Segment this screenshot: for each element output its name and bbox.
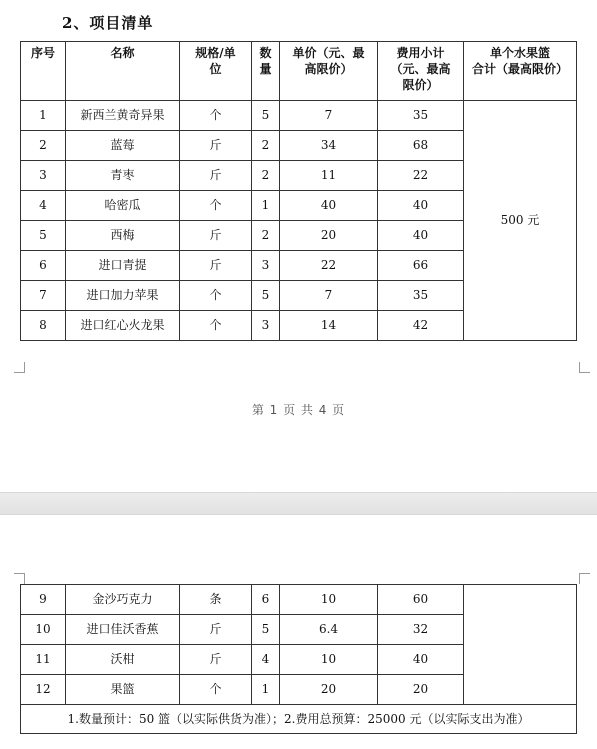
- note-row: [21, 705, 577, 734]
- cell-unit: 斤: [180, 161, 252, 191]
- cell-unit: 个: [180, 675, 252, 705]
- page-footer: 第 1 页 共 4 页: [251, 403, 346, 417]
- cell-qty: 1: [252, 675, 280, 705]
- cell-price: 20: [280, 221, 378, 251]
- cell-price: 34: [280, 131, 378, 161]
- margin-corner-mark: [14, 362, 25, 373]
- cell-name: 青枣: [66, 161, 180, 191]
- cell-no: 11: [21, 645, 66, 675]
- cell-no: 5: [21, 221, 66, 251]
- table-row: [21, 101, 577, 131]
- cell-qty: 1: [252, 191, 280, 221]
- cell-unit: 个: [180, 191, 252, 221]
- cell-name: 进口佳沃香蕉: [66, 615, 180, 645]
- cell-name: 西梅: [66, 221, 180, 251]
- cell-unit: 斤: [180, 645, 252, 675]
- page-separator: [0, 492, 597, 515]
- cell-qty: 5: [252, 615, 280, 645]
- cell-no: 7: [21, 281, 66, 311]
- cell-subtotal: 32: [378, 615, 464, 645]
- cell-qty: 2: [252, 131, 280, 161]
- cell-subtotal: 66: [378, 251, 464, 281]
- cell-subtotal: 40: [378, 221, 464, 251]
- cell-qty: 5: [252, 281, 280, 311]
- cell-no: 8: [21, 311, 66, 341]
- cell-qty: 5: [252, 101, 280, 131]
- cell-price: 6.4: [280, 615, 378, 645]
- project-list-table-continued: [20, 584, 577, 734]
- margin-corner-mark: [579, 573, 590, 584]
- cell-no: 12: [21, 675, 66, 705]
- header-name: 名称: [66, 42, 180, 101]
- cell-subtotal: 40: [378, 645, 464, 675]
- cell-unit: 斤: [180, 615, 252, 645]
- cell-qty: 2: [252, 161, 280, 191]
- header-qty: 数 量: [252, 42, 280, 101]
- header-basket-total: 单个水果篮 合计（最高限价）: [464, 42, 577, 101]
- cell-price: 10: [280, 585, 378, 615]
- cell-unit: 个: [180, 101, 252, 131]
- cell-subtotal: 42: [378, 311, 464, 341]
- cell-price: 14: [280, 311, 378, 341]
- cell-subtotal: 35: [378, 281, 464, 311]
- cell-name: 哈密瓜: [66, 191, 180, 221]
- cell-price: 7: [280, 101, 378, 131]
- cell-price: 22: [280, 251, 378, 281]
- cell-unit: 斤: [180, 131, 252, 161]
- cell-unit: 斤: [180, 221, 252, 251]
- cell-price: 40: [280, 191, 378, 221]
- cell-subtotal: 40: [378, 191, 464, 221]
- cell-subtotal: 22: [378, 161, 464, 191]
- header-subtotal: 费用小计 （元、最高 限价）: [378, 42, 464, 101]
- cell-subtotal: 35: [378, 101, 464, 131]
- header-no: 序号: [21, 42, 66, 101]
- cell-qty: 6: [252, 585, 280, 615]
- table-row: [21, 585, 577, 615]
- cell-qty: 3: [252, 251, 280, 281]
- cell-unit: 个: [180, 281, 252, 311]
- margin-corner-mark: [579, 362, 590, 373]
- section-heading: 2、项目清单: [62, 14, 154, 32]
- cell-name: 沃柑: [66, 645, 180, 675]
- cell-no: 1: [21, 101, 66, 131]
- cell-qty: 2: [252, 221, 280, 251]
- project-list-table: [20, 41, 577, 341]
- header-unit: 规格/单 位: [180, 42, 252, 101]
- cell-name: 金沙巧克力: [66, 585, 180, 615]
- cell-no: 9: [21, 585, 66, 615]
- header-price: 单价（元、最 高限价）: [280, 42, 378, 101]
- cell-price: 20: [280, 675, 378, 705]
- cell-qty: 4: [252, 645, 280, 675]
- cell-no: 6: [21, 251, 66, 281]
- margin-corner-mark: [14, 573, 25, 584]
- cell-name: 蓝莓: [66, 131, 180, 161]
- cell-subtotal: 60: [378, 585, 464, 615]
- cell-unit: 斤: [180, 251, 252, 281]
- cell-name: 进口加力苹果: [66, 281, 180, 311]
- cell-no: 10: [21, 615, 66, 645]
- cell-name: 果篮: [66, 675, 180, 705]
- cell-no: 4: [21, 191, 66, 221]
- cell-price: 7: [280, 281, 378, 311]
- cell-subtotal: 68: [378, 131, 464, 161]
- cell-price: 10: [280, 645, 378, 675]
- cell-no: 2: [21, 131, 66, 161]
- cell-qty: 3: [252, 311, 280, 341]
- cell-unit: 条: [180, 585, 252, 615]
- cell-no: 3: [21, 161, 66, 191]
- cell-unit: 个: [180, 311, 252, 341]
- cell-name: 进口青提: [66, 251, 180, 281]
- cell-name: 新西兰黄奇异果: [66, 101, 180, 131]
- table-header-row: [21, 42, 577, 101]
- budget-note: 1.数量预计：50 篮（以实际供货为准）；2.费用总预算：25000 元（以实际支出为准）: [21, 705, 577, 734]
- cell-name: 进口红心火龙果: [66, 311, 180, 341]
- cell-price: 11: [280, 161, 378, 191]
- cell-basket-total: 500 元: [464, 101, 577, 341]
- cell-subtotal: 20: [378, 675, 464, 705]
- document-page-2: [0, 515, 597, 749]
- cell-basket-total-continued: [464, 585, 577, 705]
